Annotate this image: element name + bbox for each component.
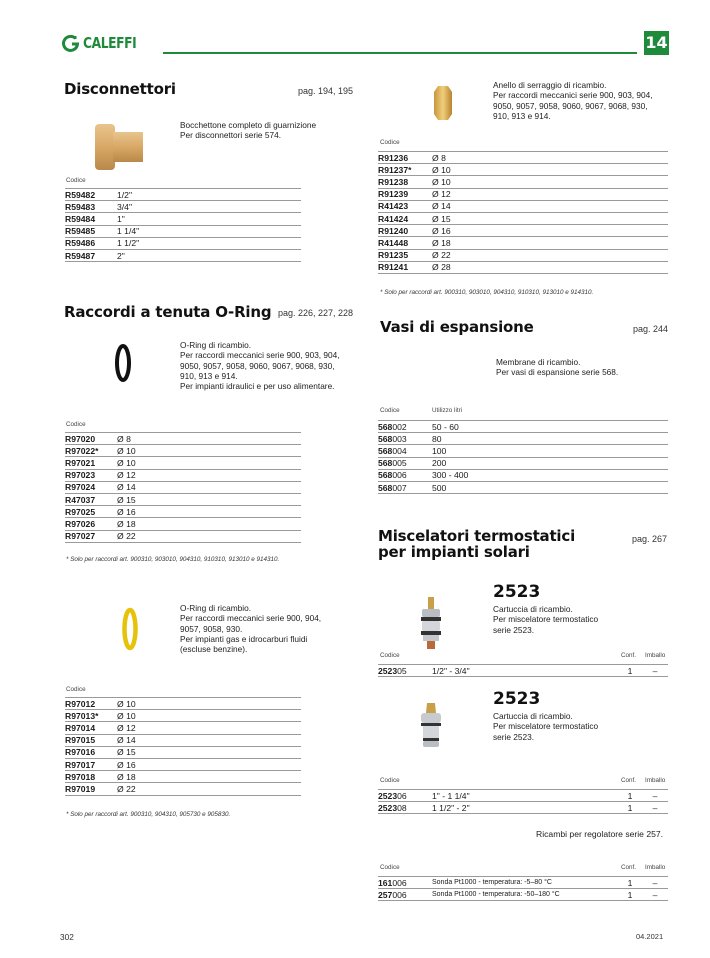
table-row <box>378 164 668 176</box>
vasi-description: Membrane di ricambio. Per vasi di espansione serie 568. <box>496 357 619 378</box>
product-code <box>378 469 432 481</box>
column-header-conf: Conf. <box>621 777 637 784</box>
product-code: R97012 <box>65 698 117 710</box>
pack-quantity: 1 <box>618 790 642 802</box>
anello-footnote: * Solo per raccordi art. 900310, 903010, 904310, 910310, 913010 e 914310. <box>380 289 594 296</box>
table-row <box>378 877 668 889</box>
product-code: R91235 <box>378 249 432 261</box>
product-size: 1" <box>117 213 301 225</box>
product-size: Ø 10 <box>432 164 668 176</box>
table-row <box>65 189 301 201</box>
column-header-imballo: Imballo <box>645 652 666 659</box>
product-code: R97017 <box>65 758 117 770</box>
product-code: R59483 <box>65 201 117 213</box>
code-prefix: 568 <box>378 421 393 432</box>
product-code: R47037 <box>65 493 117 505</box>
table-row <box>378 200 668 212</box>
table-row <box>65 771 301 783</box>
code-suffix: 06 <box>397 790 407 801</box>
cartuccia-image-2 <box>418 703 444 749</box>
table-row <box>378 469 668 481</box>
product-size: 3/4" <box>117 201 301 213</box>
column-header-conf: Conf. <box>621 864 637 871</box>
product-size: 1" - 1 1/4" <box>432 790 618 802</box>
table-row <box>378 237 668 249</box>
column-header-codice: Codice <box>380 407 400 414</box>
product-size: 2" <box>117 249 301 261</box>
page-ref-disconnettori: pag. 194, 195 <box>298 86 354 96</box>
code-suffix: 006 <box>392 470 407 481</box>
product-code: R97013* <box>65 710 117 722</box>
column-header-imballo: Imballo <box>645 864 666 871</box>
product-size: Ø 10 <box>432 176 668 188</box>
product-code: R91237* <box>378 164 432 176</box>
product-code: R97014 <box>65 722 117 734</box>
product-code: R91236 <box>378 152 432 164</box>
oring-footnote-2: * Solo per raccordi art. 900310, 904310, 905730 e 905830. <box>66 811 231 818</box>
code-prefix: 568 <box>378 433 393 444</box>
column-header-codice: Codice <box>66 177 86 184</box>
page-ref-miscelatori: pag. 267 <box>632 534 668 544</box>
table-row <box>65 530 301 542</box>
vasi-table <box>378 420 668 494</box>
code-suffix: 002 <box>392 421 407 432</box>
product-code: R97018 <box>65 771 117 783</box>
code-prefix: 568 <box>378 482 393 493</box>
miscelatori-table-1 <box>378 664 668 677</box>
table-row <box>378 176 668 188</box>
product-size: Ø 12 <box>117 469 301 481</box>
code-suffix: 004 <box>392 445 407 456</box>
product-size: Ø 28 <box>432 261 668 273</box>
code-prefix: 2523 <box>378 665 398 676</box>
product-size: Sonda Pt1000 - temperatura: -50–180 °C <box>432 889 618 901</box>
table-row <box>65 457 301 469</box>
product-code: R41448 <box>378 237 432 249</box>
code-suffix: 005 <box>392 458 407 469</box>
code-suffix: 006 <box>392 889 407 900</box>
product-code: R97016 <box>65 746 117 758</box>
product-size: Ø 16 <box>432 225 668 237</box>
product-size: Sonda Pt1000 - temperatura: -5–80 °C <box>432 877 618 889</box>
product-code: R91240 <box>378 225 432 237</box>
table-row <box>65 237 301 249</box>
bocchettone-image <box>93 122 153 174</box>
product-code: R59487 <box>65 249 117 261</box>
oring-description-1: O-Ring di ricambio. Per raccordi meccanici serie 900, 903, 904, 9050, 9057, 9058, 9060, 9067, 9068, 930, 910, 913 e 914. Per impianti idraulici e per uso alimentare. <box>180 340 340 392</box>
page-ref-vasi: pag. 244 <box>633 324 669 334</box>
caleffi-logo-icon <box>62 34 80 52</box>
oring-black-image <box>115 343 131 383</box>
disconnettori-description: Bocchettone completo di guarnizione Per disconnettori serie 574. <box>180 120 317 141</box>
product-size: Ø 22 <box>117 783 301 795</box>
product-code: R97023 <box>65 469 117 481</box>
code-prefix: 2523 <box>378 802 398 813</box>
table-row <box>65 249 301 261</box>
product-code: R97020 <box>65 433 117 445</box>
code-prefix: 2523 <box>378 790 398 801</box>
table-row <box>65 506 301 518</box>
packaging: – <box>642 790 668 802</box>
code-suffix: 08 <box>397 802 407 813</box>
product-size: Ø 22 <box>117 530 301 542</box>
capacity-liters: 300 - 400 <box>432 469 668 481</box>
table-row <box>65 225 301 237</box>
product-code: R91238 <box>378 176 432 188</box>
product-code <box>378 445 432 457</box>
product-size: Ø 16 <box>117 506 301 518</box>
product-size: Ø 12 <box>432 188 668 200</box>
product-size: Ø 22 <box>432 249 668 261</box>
table-row <box>65 746 301 758</box>
product-code <box>378 433 432 445</box>
column-header-codice: Codice <box>380 777 400 784</box>
product-code: R97022* <box>65 445 117 457</box>
product-code <box>378 665 432 677</box>
code-prefix: 568 <box>378 458 393 469</box>
section-title-disconnettori: Disconnettori <box>64 80 176 98</box>
product-size: Ø 8 <box>432 152 668 164</box>
table-row <box>378 225 668 237</box>
table-row <box>65 445 301 457</box>
column-header-conf: Conf. <box>621 652 637 659</box>
product-size: Ø 14 <box>432 200 668 212</box>
table-row <box>65 518 301 530</box>
product-code <box>378 889 432 901</box>
product-code: R59486 <box>65 237 117 249</box>
pack-quantity: 1 <box>618 889 642 901</box>
table-row <box>378 249 668 261</box>
product-size: 1/2" - 3/4" <box>432 665 618 677</box>
product-code: R97021 <box>65 457 117 469</box>
product-code: R91239 <box>378 188 432 200</box>
table-row <box>65 493 301 505</box>
table-row <box>65 213 301 225</box>
product-code: R97025 <box>65 506 117 518</box>
product-code: R97019 <box>65 783 117 795</box>
caleffi-logo <box>62 34 148 52</box>
page-number: 302 <box>60 932 74 942</box>
disconnettori-table <box>65 188 301 262</box>
product-code <box>378 790 432 802</box>
product-code: R97024 <box>65 481 117 493</box>
table-row <box>378 261 668 273</box>
table-row <box>378 212 668 224</box>
table-row <box>378 889 668 901</box>
chapter-badge: 14 <box>644 31 669 55</box>
product-code: R59485 <box>65 225 117 237</box>
column-header-imballo: Imballo <box>645 777 666 784</box>
product-size: Ø 14 <box>117 481 301 493</box>
anello-table <box>378 151 668 274</box>
product-size: Ø 16 <box>117 758 301 770</box>
edition-date: 04.2021 <box>636 932 664 941</box>
product-size: Ø 12 <box>117 722 301 734</box>
pack-quantity: 1 <box>618 665 642 677</box>
table-row <box>65 710 301 722</box>
product-code <box>378 421 432 433</box>
product-size: 1 1/2" - 2" <box>432 802 618 814</box>
oring-yellow-image <box>122 606 138 652</box>
packaging: – <box>642 889 668 901</box>
product-size: Ø 10 <box>117 457 301 469</box>
product-size: Ø 18 <box>432 237 668 249</box>
column-header-codice: Codice <box>380 652 400 659</box>
code-suffix: 05 <box>397 665 407 676</box>
product-size: 1 1/2" <box>117 237 301 249</box>
product-code: R59482 <box>65 189 117 201</box>
code-suffix: 007 <box>392 482 407 493</box>
code-prefix: 568 <box>378 445 393 456</box>
product-size: 1 1/4" <box>117 225 301 237</box>
column-header-codice: Codice <box>380 864 400 871</box>
product-code <box>378 457 432 469</box>
product-size: Ø 10 <box>117 445 301 457</box>
pack-quantity: 1 <box>618 802 642 814</box>
capacity-liters: 500 <box>432 481 668 493</box>
oring-footnote-1: * Solo per raccordi art. 900310, 903010, 904310, 910310, 913010 e 914310. <box>66 556 280 563</box>
pack-quantity: 1 <box>618 877 642 889</box>
cartuccia-image-1 <box>418 597 444 649</box>
product-size: Ø 15 <box>432 212 668 224</box>
product-code <box>378 481 432 493</box>
product-code: R41423 <box>378 200 432 212</box>
anello-description: Anello di serraggio di ricambio. Per raccordi meccanici serie 900, 903, 904, 9050, 9057, 9058, 9060, 9067, 9068, 930, 910, 913 e 914. <box>493 80 653 121</box>
code-suffix: 003 <box>392 433 407 444</box>
table-row <box>65 481 301 493</box>
header-rule <box>163 52 637 54</box>
table-row <box>65 469 301 481</box>
capacity-liters: 80 <box>432 433 668 445</box>
cartuccia-description-2: Cartuccia di ricambio. Per miscelatore termostatico serie 2523. <box>493 711 599 742</box>
packaging: – <box>642 802 668 814</box>
oring-table-2 <box>65 697 301 796</box>
column-header-utilizzo: Utilizzo litri <box>432 407 463 414</box>
section-title-vasi: Vasi di espansione <box>380 318 534 336</box>
product-code: R97026 <box>65 518 117 530</box>
capacity-liters: 50 - 60 <box>432 421 668 433</box>
product-size: Ø 10 <box>117 698 301 710</box>
table-row <box>65 698 301 710</box>
code-suffix: 006 <box>392 877 407 888</box>
product-size: 1/2" <box>117 189 301 201</box>
table-row <box>378 790 668 802</box>
cartuccia-description-1: Cartuccia di ricambio. Per miscelatore termostatico serie 2523. <box>493 604 599 635</box>
table-row <box>378 445 668 457</box>
product-size: Ø 18 <box>117 771 301 783</box>
product-size: Ø 14 <box>117 734 301 746</box>
product-size: Ø 15 <box>117 493 301 505</box>
page-ref-oring: pag. 226, 227, 228 <box>278 308 354 318</box>
table-row <box>378 433 668 445</box>
packaging: – <box>642 877 668 889</box>
section-title-oring: Raccordi a tenuta O-Ring <box>64 303 272 321</box>
capacity-liters: 200 <box>432 457 668 469</box>
model-number-2: 2523 <box>493 689 541 709</box>
section-title-miscelatori: Miscelatori termostatici per impianti solari <box>378 527 576 561</box>
table-row <box>65 201 301 213</box>
table-row <box>65 758 301 770</box>
code-prefix: 568 <box>378 470 393 481</box>
anello-image <box>432 84 454 122</box>
regolatore-heading: Ricambi per regolatore serie 257. <box>536 829 664 839</box>
table-row <box>378 457 668 469</box>
column-header-codice: Codice <box>380 139 400 146</box>
column-header-codice: Codice <box>66 686 86 693</box>
product-code <box>378 802 432 814</box>
brand-name: CALEFFI <box>83 34 137 52</box>
product-size: Ø 15 <box>117 746 301 758</box>
product-code: R59484 <box>65 213 117 225</box>
table-row <box>378 481 668 493</box>
code-prefix: 161 <box>378 877 393 888</box>
column-header-codice: Codice <box>66 421 86 428</box>
table-row <box>378 665 668 677</box>
oring-description-2: O-Ring di ricambio. Per raccordi meccanici serie 900, 904, 9057, 9058, 930. Per impianti gas e idrocarburi fluidi (escluse benzine). <box>180 603 322 655</box>
product-size: Ø 8 <box>117 433 301 445</box>
table-row <box>378 421 668 433</box>
product-size: Ø 10 <box>117 710 301 722</box>
product-size: Ø 18 <box>117 518 301 530</box>
table-row <box>65 722 301 734</box>
product-code: R97015 <box>65 734 117 746</box>
table-row <box>65 433 301 445</box>
table-row <box>378 802 668 814</box>
product-code: R91241 <box>378 261 432 273</box>
table-row <box>65 783 301 795</box>
packaging: – <box>642 665 668 677</box>
product-code: R97027 <box>65 530 117 542</box>
product-code: R41424 <box>378 212 432 224</box>
code-prefix: 257 <box>378 889 393 900</box>
table-row <box>378 152 668 164</box>
table-row <box>65 734 301 746</box>
capacity-liters: 100 <box>432 445 668 457</box>
oring-table-1 <box>65 432 301 543</box>
model-number-1: 2523 <box>493 582 541 602</box>
product-code <box>378 877 432 889</box>
regolatore-table <box>378 876 668 901</box>
miscelatori-table-2 <box>378 789 668 814</box>
table-row <box>378 188 668 200</box>
